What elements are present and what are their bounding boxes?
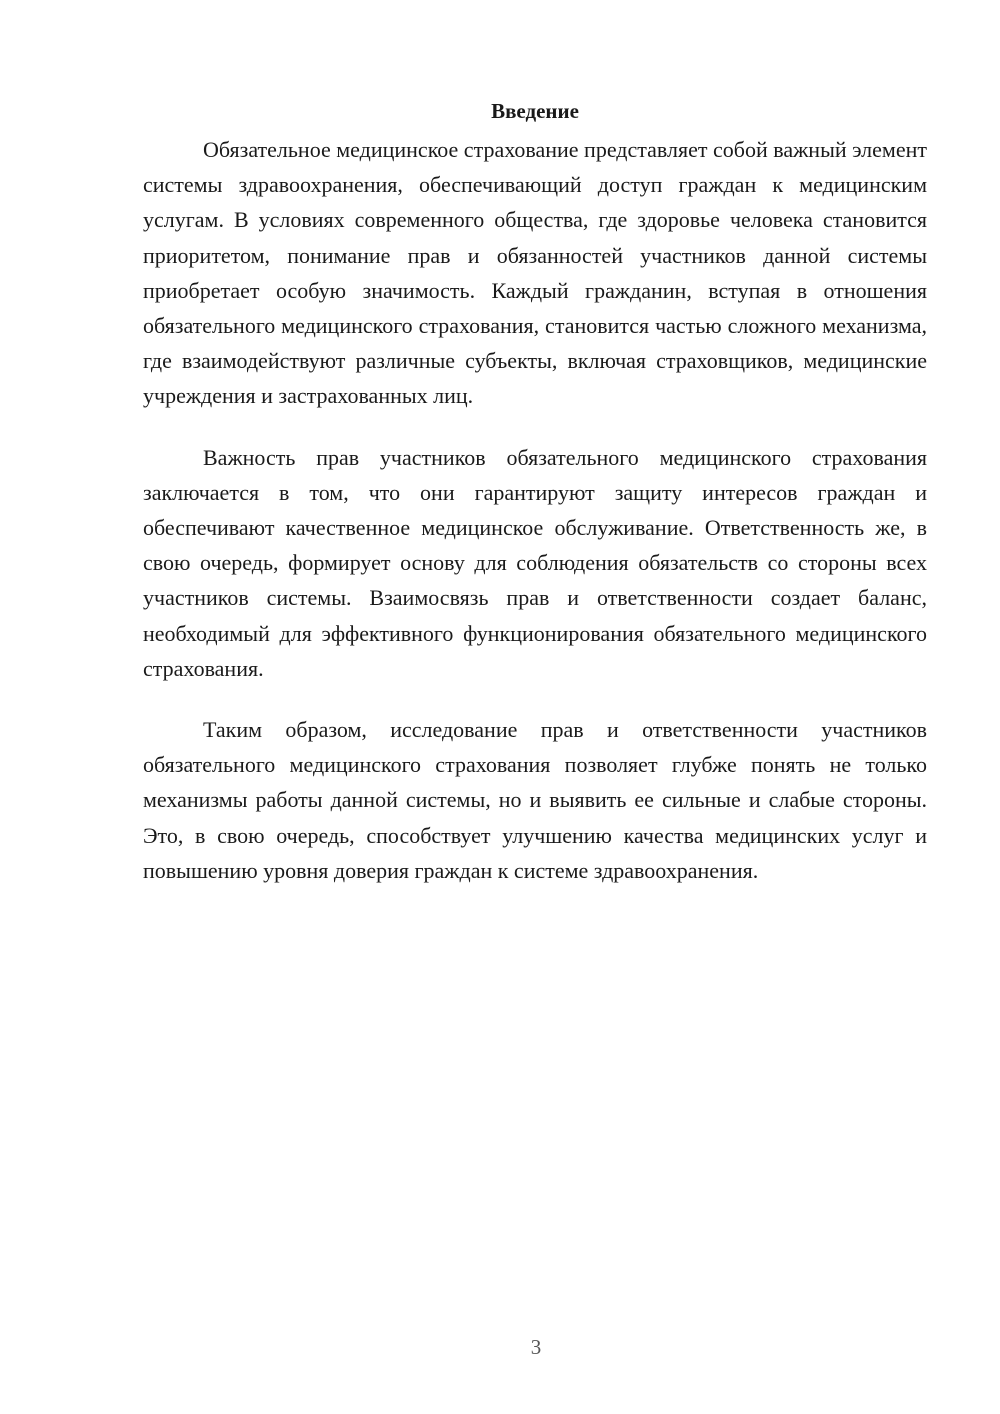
paragraph-1: Обязательное медицинское страхование представляет собой важный элемент системы здравоохранения, обеспечивающий доступ граждан к медицинским услугам. В условиях современного общества, где здоровье человека становится приоритетом, понимание прав и обязанностей участников данной системы приобретает особую значимость. Каждый гражданин, вступая в отношения обязательного медицинского страхования, становится частью сложного механизма, где взаимодействуют различные субъекты, включая страховщиков, медицинские учреждения и застрахованных лиц. <box>143 137 927 409</box>
page-number: 3 <box>530 1335 542 1359</box>
paragraph-3: Таким образом, исследование прав и ответственности участников обязательного медицинского страхования позволяет глубже понять не только механизмы работы данной системы, но и выявить ее сильные и слабые стороны. Это, в свою очередь, способствует улучшению качества медицинских услуг и повышению уровня доверия граждан к системе здравоохранения. <box>143 717 927 883</box>
section-heading: Введение <box>491 99 579 123</box>
paragraph-2: Важность прав участников обязательного медицинского страхования заключается в том, что они гарантируют защиту интересов граждан и обеспечивают качественное медицинское обслуживание. Ответственность же, в свою очередь, формирует основу для соблюдения обязательств со стороны всех участников системы. Взаимосвязь прав и ответственности создает баланс, необходимый для эффективного функционирования обязательного медицинского страхования. <box>143 444 927 681</box>
page-content <box>143 96 927 914</box>
